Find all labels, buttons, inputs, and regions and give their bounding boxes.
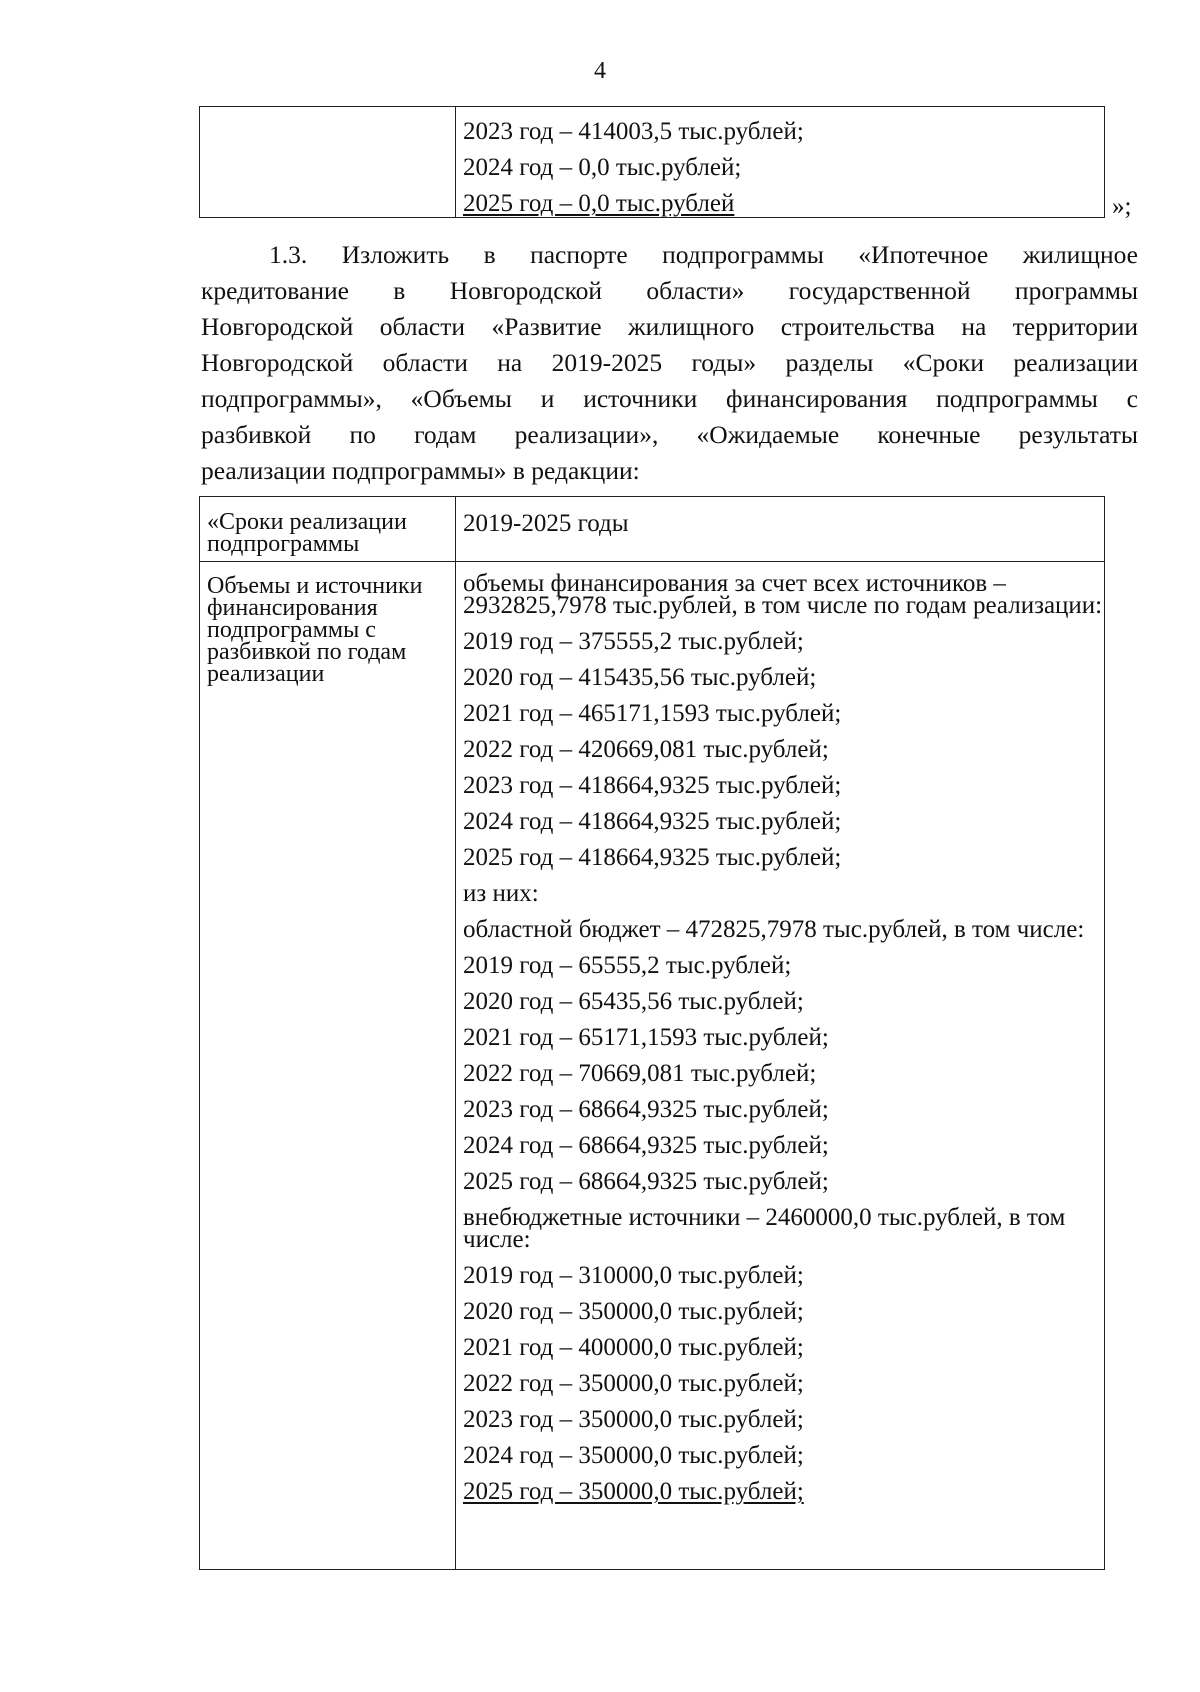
funding-entry: объемы финансирования за счет всех источников – 2932825,7978 тыс.рублей, в том числе по годам реализации:	[463, 570, 1103, 619]
funding-entry: 2020 год – 415435,56 тыс.рублей;	[463, 664, 817, 691]
paragraph-line: Новгородской области на 2019-2025 годы» разделы «Сроки реализации	[201, 348, 1138, 377]
funding-entry: 2021 год – 65171,1593 тыс.рублей;	[463, 1024, 829, 1051]
continuation-table	[199, 106, 1105, 218]
funding-entry: из них:	[463, 880, 539, 907]
funding-entry: 2024 год – 418664,9325 тыс.рублей;	[463, 808, 842, 835]
funding-entry: 2025 год – 350000,0 тыс.рублей;	[463, 1478, 804, 1505]
funding-entry: 2021 год – 400000,0 тыс.рублей;	[463, 1334, 804, 1361]
funding-line: 2025 год – 0,0 тыс.рублей	[463, 190, 735, 217]
paragraph-line: кредитование в Новгородской области» государственной программы	[201, 276, 1138, 305]
table-column-divider	[455, 497, 456, 1569]
funding-entries	[463, 570, 1103, 1505]
funding-entry: 2025 год – 418664,9325 тыс.рублей;	[463, 844, 842, 871]
paragraph-line: подпрограммы», «Объемы и источники финансирования подпрограммы с	[201, 384, 1138, 413]
paragraph-line: 1.3. Изложить в паспорте подпрограммы «Ипотечное жилищное	[269, 240, 1138, 269]
table-row-divider	[200, 561, 1104, 562]
funding-entry: 2023 год – 68664,9325 тыс.рублей;	[463, 1096, 829, 1123]
funding-entry: 2022 год – 350000,0 тыс.рублей;	[463, 1370, 804, 1397]
funding-entry: областной бюджет – 472825,7978 тыс.рублей, в том числе:	[463, 916, 1085, 943]
funding-entry: 2021 год – 465171,1593 тыс.рублей;	[463, 700, 842, 727]
funding-entry: 2019 год – 310000,0 тыс.рублей;	[463, 1262, 804, 1289]
passport-table	[199, 496, 1105, 1570]
funding-entry: 2019 год – 375555,2 тыс.рублей;	[463, 628, 804, 655]
funding-line: 2023 год – 414003,5 тыс.рублей;	[463, 118, 804, 145]
funding-entry: 2022 год – 70669,081 тыс.рублей;	[463, 1060, 817, 1087]
funding-entry: внебюджетные источники – 2460000,0 тыс.рублей, в том числе:	[463, 1204, 1066, 1253]
period-label: «Сроки реализации подпрограммы	[207, 509, 407, 557]
funding-entry: 2020 год – 65435,56 тыс.рублей;	[463, 988, 804, 1015]
funding-entry: 2023 год – 418664,9325 тыс.рублей;	[463, 772, 842, 799]
paragraph-line: реализации подпрограммы» в редакции:	[201, 456, 640, 485]
funding-cell	[463, 117, 804, 225]
funding-entry: 2024 год – 68664,9325 тыс.рублей;	[463, 1132, 829, 1159]
funding-entry: 2024 год – 350000,0 тыс.рублей;	[463, 1442, 804, 1469]
funding-entry: 2022 год – 420669,081 тыс.рублей;	[463, 736, 829, 763]
funding-line: 2024 год – 0,0 тыс.рублей;	[463, 154, 742, 181]
paragraph-line: Новгородской области «Развитие жилищного строительства на территории	[201, 312, 1138, 341]
funding-entry: 2019 год – 65555,2 тыс.рублей;	[463, 952, 792, 979]
funding-entry: 2025 год – 68664,9325 тыс.рублей;	[463, 1168, 829, 1195]
funding-entry: 2020 год – 350000,0 тыс.рублей;	[463, 1298, 804, 1325]
funding-label: Объемы и источники финансирования подпрограммы с разбивкой по годам реализации	[207, 573, 423, 687]
table-column-divider	[455, 107, 456, 217]
closing-quote: »;	[1112, 193, 1132, 220]
paragraph-line: разбивкой по годам реализации», «Ожидаемые конечные результаты	[201, 420, 1138, 449]
amendment-paragraph	[201, 237, 1138, 489]
page-number: 4	[594, 58, 606, 84]
funding-entry: 2023 год – 350000,0 тыс.рублей;	[463, 1406, 804, 1433]
period-value: 2019-2025 годы	[463, 510, 629, 537]
